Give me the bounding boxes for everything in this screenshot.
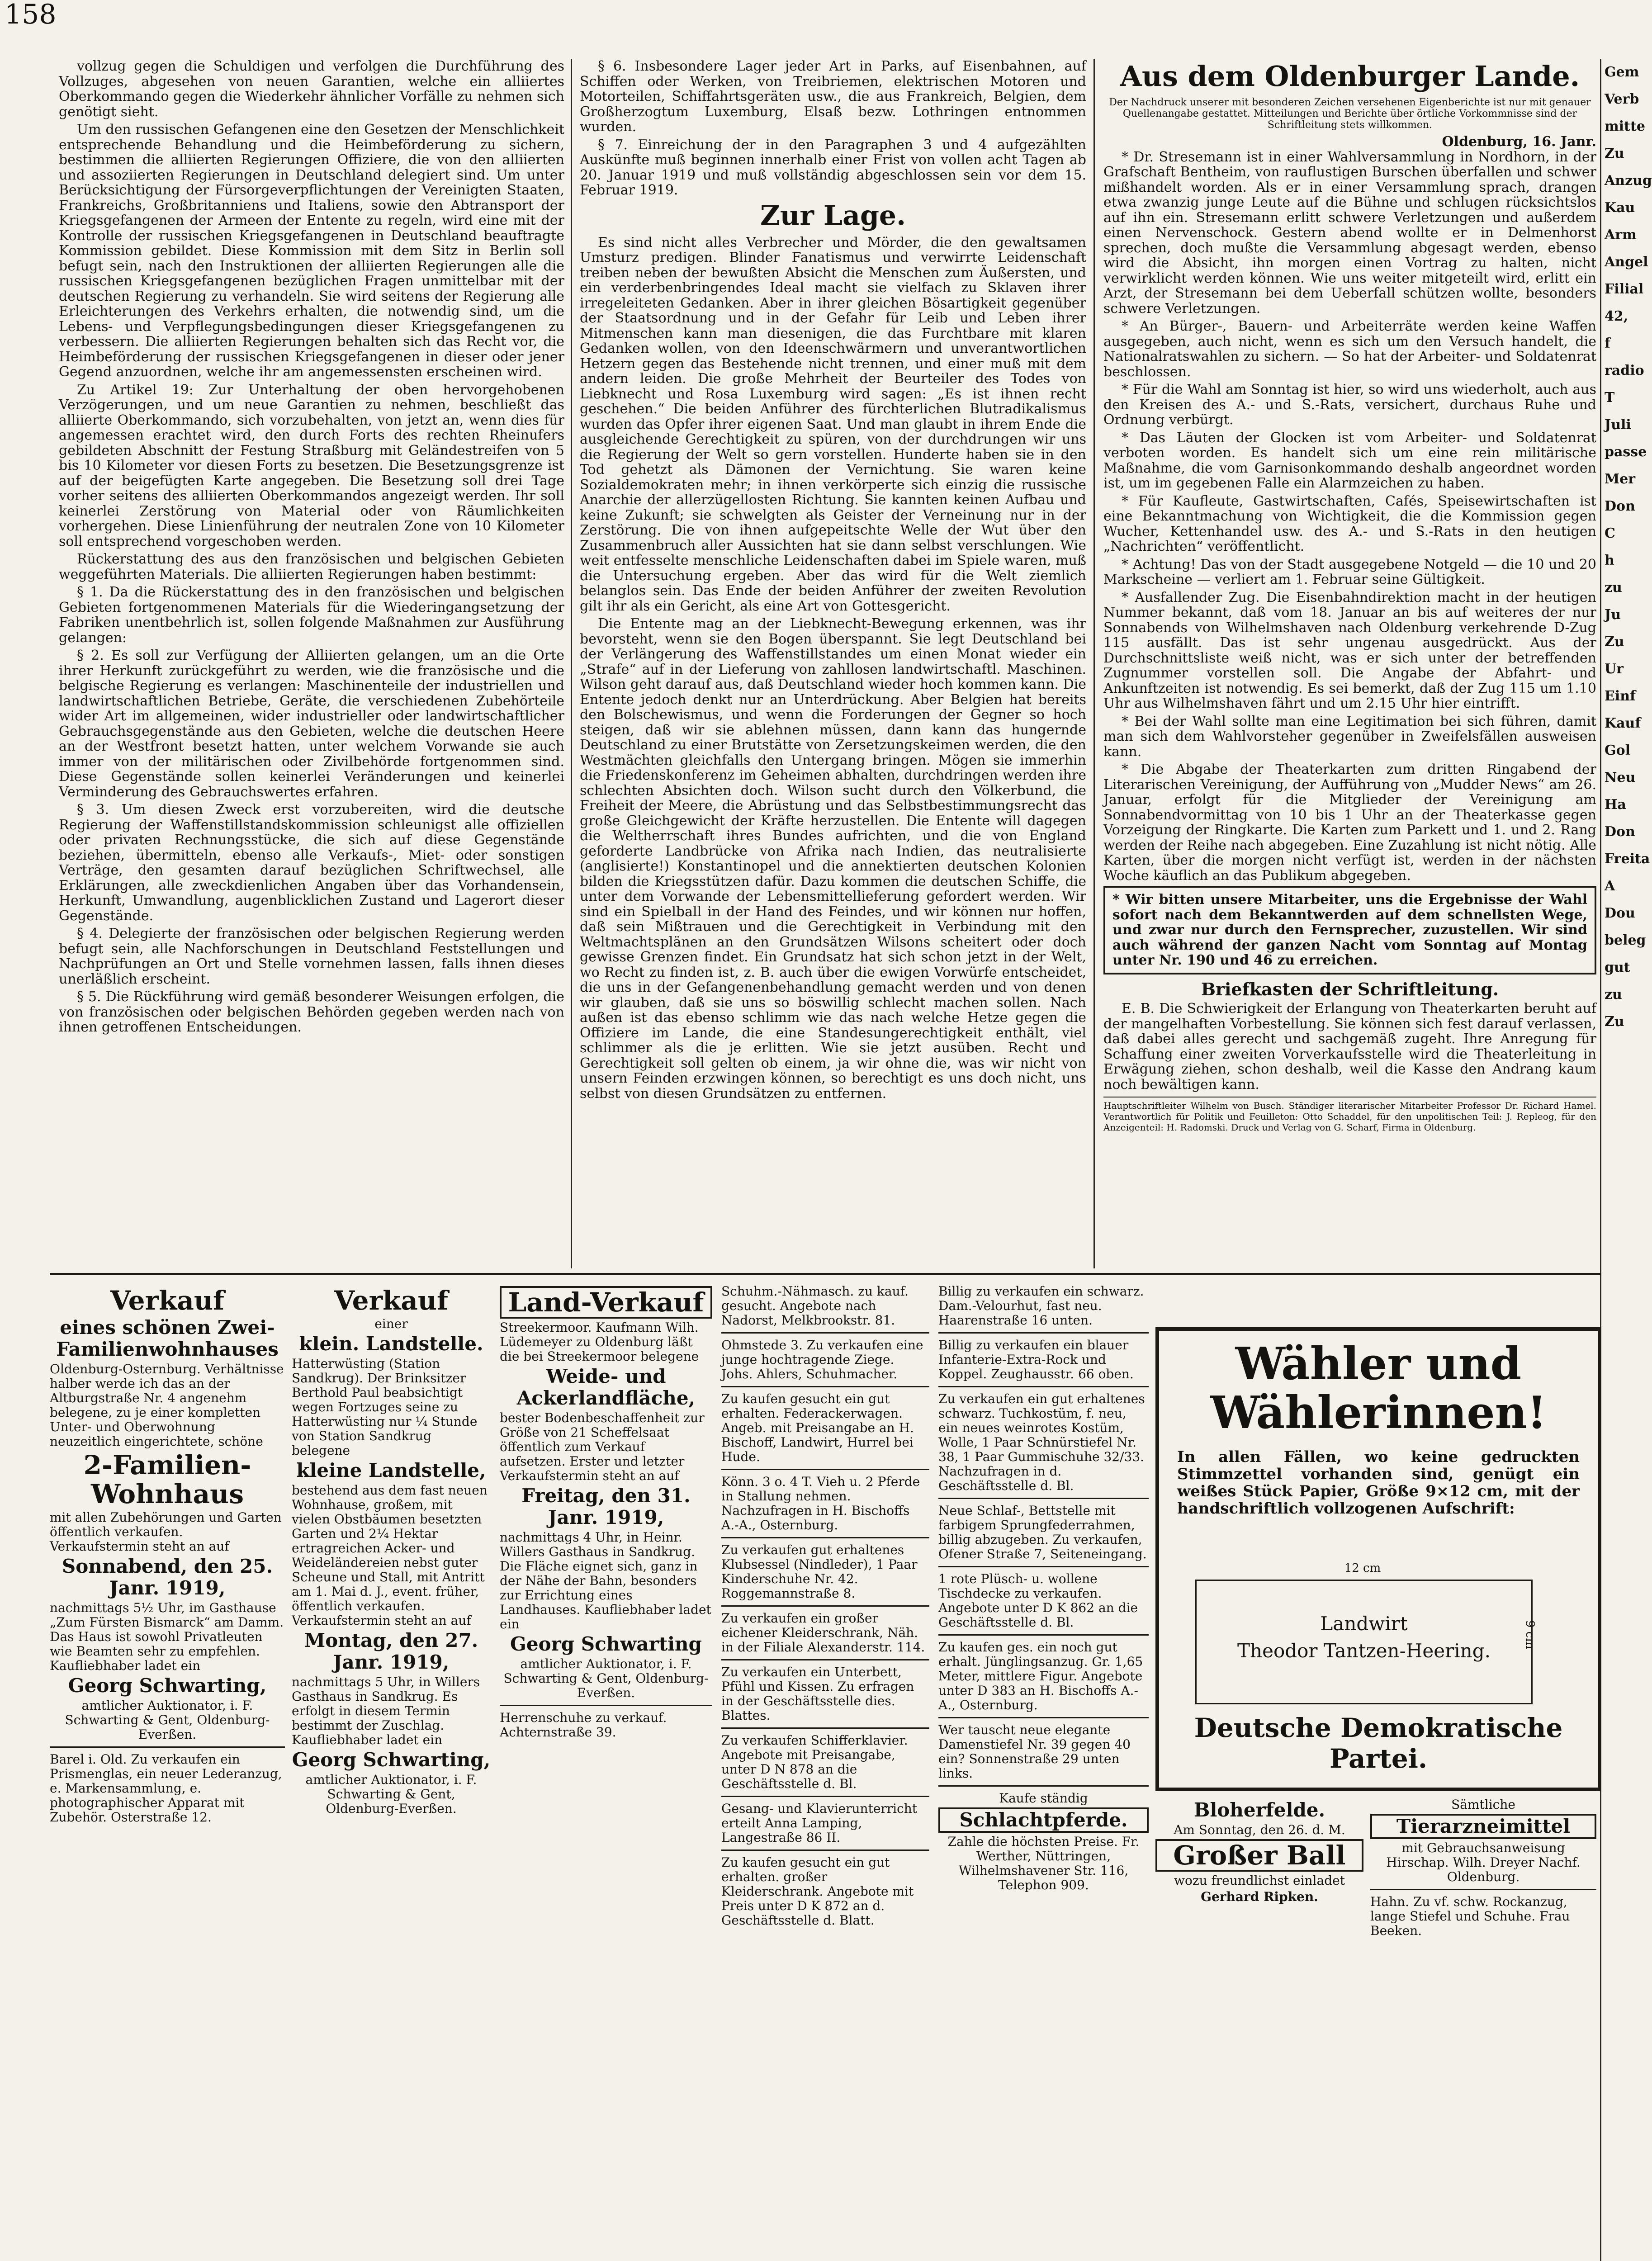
edge-fragment: Dou (1605, 905, 1635, 921)
divider (938, 1785, 1149, 1787)
edge-fragment: Anzug (1605, 173, 1652, 189)
col2-paragraph: § 7. Einreichung der in den Paragraphen 3 und 4 aufgezählten Auskünfte muß beginnen innerhalb einer Frist von vollen acht Tagen ab 20. Januar 1919 und muß vollständig abgeschlossen sein vor dem 15. Februar 1919. (580, 137, 1086, 198)
classified-item: Zu verkaufen ein Unterbett, Pfühl und Kissen. Zu erfragen in der Geschäftsstelle dies. Blattes. (721, 1665, 914, 1723)
edge-fragment: C (1605, 525, 1615, 541)
edge-fragment: passe (1605, 444, 1647, 460)
col3-paragraph: * An Bürger-, Bauern- und Arbeiterräte werden keine Waffen ausgegeben, auch nicht, wenn es sich um den Versuch handelt, die Nationalratswahlen zu sichern. — So hat der Arbeiter- und Soldatenrat beschlossen. (1103, 318, 1596, 380)
edge-fragment: T (1605, 390, 1615, 406)
ads-separator (50, 1273, 1601, 1275)
vet-pre: Sämtliche (1451, 1797, 1515, 1812)
col2-paragraph: § 6. Insbesondere Lager jeder Art in Parks, auf Eisenbahnen, auf Schiffen oder Werken, von Treibriemen, elektrischen Motoren und Motorteilen, Schiffahrtsgeräten usw., die aus Frankreich, Belgien, dem Großherzogtum Luxemburg, Elsaß bezw. Lothringen entnommen wurden. (580, 58, 1086, 135)
edge-fragment: Zu (1605, 146, 1624, 161)
edge-fragment: Kauf (1605, 715, 1641, 731)
classified-item: Billig zu verkaufen ein blauer Infanterie-Extra-Rock und Koppel. Zeughausstr. 66 oben. (938, 1338, 1134, 1381)
reprint-note: Der Nachdruck unserer mit besonderen Zeichen versehenen Eigenberichte ist nur mit genauer Quellenangabe gestattet. Mitteilungen und Berichte über örtliche Vorkommnisse sind der Schriftleitung stets willkommen. (1109, 97, 1591, 131)
edge-fragment: Verb (1605, 91, 1639, 107)
ad1-title: Verkauf (110, 1285, 225, 1316)
classified-item: Wer tauscht neue elegante Damenstiefel Nr. 39 gegen 40 ein? Sonnenstraße 29 unten links. (938, 1722, 1131, 1781)
col2-paragraph: Es sind nicht alles Verbrecher und Mörder, die den gewaltsamen Umsturz predigen. Blinder Fanatismus und verwirrte Leidenschaft treiben neben der bewußten Absicht die Menschen zum Äußersten, und ein verderbenbringendes Ideal macht sie vielfach zu Sklaven ihrer irregeleiteten Gedanken. Aber in ihrer gleichen Bösartigkeit gegenüber der Staatsordnung und in der Gefahr für Leib und Leben ihrer Mitmenschen kann man diesenigen, die das Furchtbare mit klaren Gedanken wollen, von den Ideenschwärmern und unverantwortlichen Hetzern gegen das Bestehende nicht trennen, und einer muß mit dem andern leiden. Die große Mehrheit der Beurteiler des Todes von Liebknecht und Rosa Luxemburg wird sagen: „Es ist ihnen recht geschehen.“ Die beiden Anführer des fürchterlichen Blutradikalismus wurden das Opfer ihrer eigenen Saat. Und man glaubt in ihrem Ende die ausgleichende Gerechtigkeit zu spüren, von der durchdrungen wir uns die Regierung der Welt so gern vorstellen. Hunderte haben sie in den Tod gehetzt als Dämonen der Vernichtung. Sie waren keine Sozialdemokraten mehr; in ihnen verkörperte sich einzig die russische Anarchie der allerzügellosten Richtung. Sie kannten keinen Aufbau und keine Zukunft; sie schwelgten als Geister der Verneinung nur in der Zerstörung. Die von ihnen aufgepeitschte Welle der Wut über den Zusammenbruch aller Aussichten hat sie dann selbst verschlungen. Wie weit entfesselte menschliche Leidenschaften dabei im Spiele waren, muß die Untersuchung ergeben. Aber das wird für die Welt ziemlich belanglos sein. Das Ende der beiden Anführer der zweiten Revolution gilt ihr als ein Gericht, als eine Art von Gottesgericht. (580, 234, 1086, 614)
vet-title: Tierarzneimittel (1370, 1814, 1596, 1839)
classified-item: Zu verkaufen Schifferklavier. Angebote mit Preisangabe, unter D N 878 an die Geschäftsstelle d. Bl. (721, 1733, 908, 1791)
ad-classifieds-1 (721, 1284, 929, 2261)
imprint: Hauptschriftleiter Wilhelm von Busch. Ständiger literarischer Mitarbeiter Professor Dr. Richard Hamel. Verantwortlich für Politik und Feuilleton: Otto Schaddel, für den unpolitischen Teil: J. Repleog, für den Anzeigenteil: H. Radomski. Druck und Verlag von G. Scharf, Firma in Oldenburg. (1103, 1097, 1596, 1133)
classified-item: Schuhm.-Nähmasch. zu kauf. gesucht. Angebote nach Nadorst, Melkbrookstr. 81. (721, 1284, 909, 1328)
col1-paragraph: § 2. Es soll zur Verfügung der Alliierten gelangen, um an die Orte ihrer Herkunft zurückgeführt zu werden, wie die französische und die belgische Regierung es verlangen: Maschinenteile der industriellen und landwirtschaftlichen Betriebe, Geräte, die verschiedenen Zubehörteile wider Art im allgemeinen, wider industrieller oder landwirtschaftlicher Gebrauchsgegenstände aus den Gebieten, welche die deutschen Heere an der Westfront besetzt hatten, unter welchem Vorwande sie auch immer von der militärischen oder Zivilbehörde fortgenommen sind. Diese Gegenstände sollen keinerlei Veränderungen und keinerlei Verminderung des Gebrauchswertes erfahren. (59, 648, 564, 800)
classified-item: Zu verkaufen ein gut erhaltenes schwarz. Tuchkostüm, f. neu, ein neues weinrotes Kostüm, Wolle, 1 Paar Schnürstiefel Nr. 38, 1 Paar Gummischuhe 32/33. Nachzufragen in d. Geschäftsstelle d. Bl. (938, 1391, 1145, 1493)
divider (721, 1605, 929, 1607)
edge-fragment: Zu (1605, 634, 1624, 650)
col3-paragraph: * Achtung! Das von der Stadt ausgegebene Notgeld — die 10 und 20 Markscheine — verliert am 1. Februar seine Gültigkeit. (1103, 556, 1596, 587)
col1-paragraph: § 4. Delegierte der französischen oder belgischen Regierung werden befugt sein, alle Nachforschungen in Deutschland Feststellungen und Nachprüfungen an Ort und Stelle vornehmen lassen, falls ihnen dieses unerläßlich erscheint. (59, 926, 564, 987)
classified-item: Billig zu verkaufen ein schwarz. Dam.-Velourhut, fast neu. Haarenstraße 16 unten. (938, 1284, 1144, 1328)
col1-paragraph: § 5. Die Rückführung wird gemäß besonderer Weisungen erfolgen, die von französischen oder belgischen Behörden gegeben werden nach von ihnen getroffenen Entscheidungen. (59, 989, 564, 1035)
mailbox-text: E. B. Die Schwierigkeit der Erlangung von Theaterkarten beruht auf der mangelhaften Vorbestellung. Sie können sich fest darauf verlassen, daß dabei alles gerecht und sachgemäß zugeht. Ihre Anregung für Schaffung einer zweiten Vorverkaufsstelle wird die Theaterleitung in Erwägung ziehen, schon deshalb, weil die Kasse den Andrang kaum noch bewältigen kann. (1103, 1001, 1596, 1093)
edge-fragment: Zu (1605, 1014, 1624, 1030)
ball-place: Bloherfelde. (1193, 1799, 1325, 1821)
notice-text: * Wir bitten unsere Mitarbeiter, uns die Ergebnisse der Wahl sofort nach dem Bekanntwerden auf dem schnellsten Wege, und zwar nur durch den Fernsprecher, zuzustellen. Wir sind auch während der ganzen Nacht vom Sonntag auf Montag unter Nr. 190 und 46 zu erreichen. (1112, 892, 1587, 968)
horses-text: Zahle die höchsten Preise. Fr. Werther, Nüttringen, Wilhelmshavener Str. 116, Telephon 909. (947, 1834, 1140, 1892)
ad3-auctioneer: Georg Schwarting (510, 1633, 702, 1655)
ad2-landstelle: kleine Landstelle, (296, 1459, 486, 1481)
edge-fragment: Filial (1605, 281, 1644, 297)
ad1-house-type: 2-Familien-Wohnhaus (83, 1450, 251, 1509)
divider (938, 1498, 1149, 1499)
edge-fragment: mitte (1605, 118, 1645, 134)
adjacent-page-edge (1605, 59, 1652, 2261)
dateline: Oldenburg, 16. Janr. (1442, 134, 1596, 150)
ball-title: Großer Ball (1155, 1839, 1363, 1872)
divider (721, 1849, 929, 1851)
column-rule (571, 59, 572, 1268)
edge-fragment: A (1605, 878, 1615, 894)
horses-kaufe: Kaufe ständig (999, 1791, 1088, 1806)
col3-paragraph: * Das Läuten der Glocken ist vom Arbeiter- und Soldatenrat verboten worden. Es handelt sich um eine rein militärische Maßnahme, die vom Garnisonkommando deshalb angeordnet worden ist, um im gegebenen Falle ein Alarmzeichen zu haben. (1103, 430, 1596, 491)
ad1-text: Oldenburg-Osternburg. Verhältnisse halber werde ich das an der Altburgstraße Nr. 4 angenehm belegene, zu je einer kompletten Unter- und Oberwohnung neuzeitlich eingerichtete, schöne (50, 1362, 284, 1449)
edge-fragment: Kau (1605, 200, 1635, 216)
edge-fragment: Gol (1605, 743, 1631, 758)
ad3-subtitle: Weide- und Ackerlandfläche, (516, 1365, 696, 1409)
ad2-text: Hatterwüsting (Station Sandkrug). Der Brinksitzer Berthold Paul beabsichtigt wegen Fortzuges seine zu Hatterwüsting nur ¼ Stunde von Station Sandkrug belegene (292, 1356, 478, 1458)
col3-paragraph: * Für die Wahl am Sonntag ist hier, so wird uns wiederholt, auch aus den Kreisen des A.- und S.-Rats, versichert, durchaus Ruhe und Ordnung verbürgt. (1103, 382, 1596, 428)
ad2-date: Montag, den 27. Janr. 1919, (304, 1629, 478, 1673)
col2-paragraph: Die Entente mag an der Liebknecht-Bewegung erkennen, was ihr bevorsteht, wenn sie den Bogen überspannt. Sie legt Deutschland bei der Verlängerung des Waffenstillstandes um einen Monat wieder ein „Strafe“ auf in der Lieferung von zahllosen landwirtschaftl. Maschinen. Wilson geht darauf aus, daß Deutschland wieder hoch kommen kann. Die Entente jedoch denkt nur an Unterdrückung. Aber Belgien hat bereits den Bolschewismus, und wenn die Forderungen der Gegner so hoch steigen, daß wir sie ablehnen müssen, dann kann das hungernde Deutschland zu einer Brutstätte von Zersetzungskeimen werden, die den Westmächten gleichfalls den Untergang bringen. Mögen sie immerhin die Friedenskonferenz im Geheimen abhalten, durchdringen werden ihre schlechten Absichten doch. Wilson sucht durch den Völkerbund, die Freiheit der Meere, die Abrüstung und das Selbstbestimmungsrecht das große Gleichgewicht der Kräfte herzustellen. Die Entente will dagegen die Weltherrschaft ihres Bundes aufrichten, und die von England geforderte Landbrücke von Afrika nach Indien, das neutralisierte (anglisierte!) Konstantinopel und die annektierten deutschen Kolonien bilden die Kriegsstützen dafür. Dazu kommen die deutschen Schiffe, die unter dem Vorwande der Lebensmittellieferung gefordert werden. Wir sind ein Spielball in der Hand des Feindes, und wir können nur hoffen, daß sein Mißtrauen und die Gerechtigkeit in Verbindung mit den Weltmachtsplänen an den Grundsätzen Wilsons scheitert oder doch gewisse Grenzen findet. Ein Grundsatz hat sich schon jetzt in der Welt, wo Recht zu finden ist, z. B. auch über die ewigen Vorwürfe entscheidet, die uns in der Gefangenenbehandlung gemacht werden und von denen wir glauben, daß sie uns so böswillig schlecht machen sollen. Nach außen ist das ebenso schlimm wie das nach welche Hetze gegen die Offiziere im Lande, die eine Standesungerechtigkeit enthält, viel schlimmer als die je erlitten. Wie sie jetzt ausüben. Recht und Gerechtigkeit soll gelten ob einem, ja wir ohne die, was wir nicht von unsern Feinden erzwingen können, so berechtigt es uns doch nicht, uns selbst von diesen Grundsätzen zu entfernen. (580, 616, 1086, 1102)
classified-item: Zu kaufen ges. ein noch gut erhalt. Jünglingsanzug. Gr. 1,65 Meter, mittlere Figur. Angebote unter D 383 an H. Bischoffs A.-A., Osternburg. (938, 1640, 1143, 1712)
vet-extra: Hahn. Zu vf. schw. Rockanzug, lange Stiefel und Schuhe. Frau Beeken. (1370, 1894, 1570, 1938)
ball-date: Am Sonntag, den 26. d. M. (1174, 1822, 1345, 1837)
classified-item: Zu kaufen gesucht ein gut erhalten. großer Kleiderschrank. Angebote mit Preis unter D K 872 an d. Geschäftsstelle d. Blatt. (721, 1855, 914, 1928)
classified-item: Neue Schlaf-, Bettstelle mit farbigem Sprungfederrahmen, billig abzugeben. Zu verkaufen, Ofener Straße 7, Seiteneingang. (938, 1503, 1147, 1561)
col1-paragraph: Um den russischen Gefangenen eine den Gesetzen der Menschlichkeit entsprechende Behandlung und die Heimbeförderung zu sichern, bestimmen die alliierten Regierungen Offiziere, die von den alliierten und assoziierten Regierungen in Deutschland delegiert sind. Um unter Berücksichtigung der Fürsorgeverpflichtungen der Vereinigten Staaten, Frankreichs, Großbritanniens und Italiens, sowie den Abtransport der Kriegsgefangenen der Armeen der Entente zu regeln, wird eine mit der Kontrolle der russischen Kriegsgefangenen in Deutschland beauftragte Kommission gebildet. Diese Kommission mit dem Sitz in Berlin soll befugt sein, nach den Instruktionen der alliierten Regierungen alle die russischen Kriegsgefangenen bezüglichen Fragen unmittelbar mit der deutschen Regierung zu verhandeln. Sie wird seitens der Regierung alle Erleichterungen des Verkehrs erhalten, die notwendig sind, um die Lebens- und Verpflegungsbedingungen dieser Kriegsgefangenen zu verbessern. Die alliierten Regierungen behalten sich das Recht vor, die Heimbeförderung der russischen Kriegsgefangenen in dieser oder jener Gegend anzuordnen, welche ihr am angemessensten erscheinen wird. (59, 122, 564, 380)
ad3-extra: Herrenschuhe zu verkauf. Achternstraße 39. (500, 1710, 667, 1740)
ad-land-sale (500, 1284, 712, 2261)
horses-title: Schlachtpferde. (938, 1807, 1149, 1833)
col1-paragraph: Rückerstattung des aus den französischen und belgischen Gebieten weggeführten Materials. Die alliierten Regierungen haben bestimmt: (59, 551, 564, 582)
col3-paragraph: * Ausfallender Zug. Die Eisenbahndirektion macht in der heutigen Nummer bekannt, daß vom 18. Januar an bis auf weiteres der nur Sonnabends von Wilhelmshaven nach Oldenburg verkehrende D-Zug 115 ausfällt. Das ist sehr ungenau ausgedrückt. Aus der Durchschnittsliste weiß nicht, was er sich unter der betreffenden Zugnummer vorstellen soll. Die Angabe der Abfahrt- und Ankunftzeiten ist notwendig. Es sei bemerkt, daß der Zug 115 um 1.10 Uhr aus Wilhelmshaven fährt und um 2.15 Uhr hier eintrifft. (1103, 589, 1596, 711)
article-col3 (1103, 59, 1596, 1262)
ballot-name-line1: Landwirt (1320, 1613, 1408, 1635)
ad3-text2: bester Bodenbeschaffenheit zur Größe von 21 Scheffelsaat öffentlich zum Verkauf aufsetzen. Erster und letzter Verkaufstermin steht an auf (500, 1410, 705, 1483)
edge-fragment: Freita (1605, 851, 1650, 867)
ad3-footer: amtlicher Auktionator, i. F. Schwarting & Gent, Oldenburg-Everßen. (503, 1656, 709, 1700)
classified-item: Ohmstede 3. Zu verkaufen eine junge hochtragende Ziege. Johs. Ahlers, Schuhmacher. (721, 1338, 923, 1381)
ad-veterinary (1370, 1797, 1596, 1987)
article-heading-zur-lage: Zur Lage. (760, 199, 906, 232)
divider (938, 1386, 1149, 1387)
divider (721, 1537, 929, 1538)
ad3-date: Freitag, den 31. Janr. 1919, (521, 1485, 691, 1528)
voters-text: In allen Fällen, wo keine gedruckten Stimmzettel vorhanden sind, genügt ein weißes Stück Papier, Größe 9×12 cm, mit der handschriftlich vollzogenen Aufschrift: (1177, 1448, 1580, 1518)
ad2-text2: bestehend aus dem fast neuen Wohnhause, großem, mit vielen Obstbäumen besetzten Garten und 2¼ Hektar ertragreichen Acker- und Weideländereien nebst guter Scheune und Stall, mit Antritt am 1. Mai d. J., event. früher, öffentlich verkaufen. Verkaufstermin steht an auf (292, 1483, 488, 1628)
divider (938, 1634, 1149, 1636)
divider (1370, 1889, 1596, 1890)
edge-fragment: zu (1605, 987, 1622, 1003)
ballot-height-label: 9 cm (1523, 1620, 1537, 1650)
col3-paragraph: * Bei der Wahl sollte man eine Legitimation bei sich führen, damit man sich dem Wahlvorsteher gegenüber in Zweifelsfällen ausweisen kann. (1103, 713, 1596, 760)
ad1-subtitle: eines schönen Zwei-Familienwohnhauses (56, 1316, 279, 1360)
edge-fragment: beleg (1605, 932, 1646, 948)
edge-fragment: h (1605, 553, 1614, 568)
ad1-date: Sonnabend, den 25. Janr. 1919, (62, 1555, 273, 1599)
classified-item: Zu verkaufen gut erhaltenes Klubsessel (Nindleder), 1 Paar Kinderschuhe Nr. 42. Roggemannstraße 8. (721, 1542, 918, 1601)
divider (938, 1332, 1149, 1334)
classified-item: Könn. 3 o. 4 T. Vieh u. 2 Pferde in Stallung nehmen. Nachzufragen in H. Bischoffs A.-A., Osternburg. (721, 1474, 920, 1533)
ad2-footer: amtlicher Auktionator, i. F. Schwarting & Gent, Oldenburg-Everßen. (305, 1772, 477, 1816)
divider (721, 1659, 929, 1660)
col3-paragraph: * Für Kaufleute, Gastwirtschaften, Cafés, Speisewirtschaften ist eine Bekanntmachung von Wichtigkeit, die die Kommission gegen Wucher, Kettenhandel usw. des A.- und S.-Rats in den heutigen „Nachrichten“ veröffentlicht. (1103, 493, 1596, 554)
vet-text: mit Gebrauchsanweisung Hirschap. Wilh. Dreyer Nachf. Oldenburg. (1386, 1840, 1581, 1884)
ad-house-sale (50, 1284, 285, 2261)
page-number: 158 (5, 0, 57, 30)
ad1-auctioneer: Georg Schwarting, (68, 1674, 267, 1697)
edge-fragment: Don (1605, 824, 1635, 840)
edge-fragment: Juli (1605, 417, 1631, 433)
edge-fragment: 42, f (1605, 308, 1628, 351)
divider (721, 1796, 929, 1797)
divider (721, 1727, 929, 1729)
ad1-extra: Barel i. Old. Zu verkaufen ein Prismenglas, ein neuer Lederanzug, e. Markensammlung, e. photographischer Apparat mit Zubehör. Osterstraße 12. (50, 1752, 282, 1825)
col1-paragraph: § 1. Da die Rückerstattung des in den französischen und belgischen Gebieten fortgenommenen Materials für die Wiederingangsetzung der Fabriken unentbehrlich ist, sollen folgende Maßnahmen zur Ausführung gelangen: (59, 584, 564, 646)
ad2-einer: einer (374, 1316, 408, 1331)
edge-fragment: gut (1605, 960, 1630, 975)
divider (721, 1332, 929, 1334)
edge-fragment: Neu (1605, 770, 1636, 785)
ad-ball (1155, 1797, 1363, 1969)
col1-paragraph: § 3. Um diesen Zweck erst vorzubereiten, wird die deutsche Regierung der Waffenstillstandskommission schleunigst alle offiziellen oder privaten Rechnungsstücke, die sich auf diese Gegenstände beziehen, übermitteln, ebenso alle Verkaufs-, Miet- oder sonstigen Verträge, den gesamten darauf bezüglichen Schriftwechsel, alle Erklärungen, alle zweckdienlichen Angaben über das Vorhandensein, Herkunft, Umwandlung, augenblicklichen Zustand und Lagerort dieser Gegenstände. (59, 802, 564, 924)
edge-fragment: Ha (1605, 797, 1626, 813)
mailbox-heading: Briefkasten der Schriftleitung. (1201, 979, 1499, 999)
ball-host: Gerhard Ripken. (1201, 1889, 1318, 1904)
article-col2 (580, 59, 1086, 1262)
ball-invite: wozu freundlichst einladet (1174, 1873, 1345, 1888)
ad-classifieds-2 (938, 1284, 1149, 2261)
ad3-text3: nachmittags 4 Uhr, in Heinr. Willers Gasthaus in Sandkrug. Die Fläche eignet sich, ganz in der Nähe der Bahn, besonders zur Errichtung eines Landhauses. Kaufliebhaber ladet ein (500, 1530, 711, 1632)
party-name: Deutsche Demokratische Partei. (1194, 1712, 1563, 1774)
edge-fragment: Ur (1605, 661, 1624, 677)
col1-paragraph: vollzug gegen die Schuldigen und verfolgen die Durchführung des Vollzuges, abgesehen von neuen Garantien, welche ein alliiertes Oberkommando gegen die Wiederkehr ähnlicher Vorfälle zu nehmen sich genötigt sieht. (59, 58, 564, 120)
classified-item: Zu kaufen gesucht ein gut erhalten. Federackerwagen. Angeb. mit Preisangabe an H. Bischoff, Landwirt, Hurrel bei Hude. (721, 1391, 914, 1464)
voters-notice (1155, 1327, 1601, 1791)
edge-fragment: Don (1605, 498, 1635, 514)
edge-fragment: Ju (1605, 607, 1621, 623)
col3-paragraph: * Die Abgabe der Theaterkarten zum dritten Ringabend der Literarischen Vereinigung, der Aufführung von „Mudder News“ am 26. Januar, erfolgt für die Mitglieder der Vereinigung am Sonnabendvormittag von 10 bis 1 Uhr an der Theaterkasse gegen Vorzeigung der Ringkarte. Die Karten zum Parkett und 1. und 2. Rang werden der Reihe nach abgegeben. Eine Zuzahlung ist nicht nötig. Alle Karten, über die morgen nicht verfügt ist, werden in der nächsten Woche käuflich an das Publikum abgegeben. (1103, 762, 1596, 884)
ad2-title: Verkauf (334, 1285, 449, 1316)
edge-fragment: Angel (1605, 254, 1648, 270)
edge-fragment: Einf (1605, 688, 1636, 704)
edge-fragment: radio (1605, 363, 1644, 378)
classified-item: 1 rote Plüsch- u. wollene Tischdecke zu verkaufen. Angebote unter D K 862 an die Geschäftsstelle d. Bl. (938, 1571, 1138, 1630)
column-rule (1600, 59, 1601, 2261)
voters-title: Wähler und Wählerinnen! (1210, 1338, 1547, 1439)
col3-paragraph: * Dr. Stresemann ist in einer Wahlversammlung in Nordhorn, in der Grafschaft Bentheim, von rauflustigen Burschen überfallen und schwer mißhandelt worden. Als er in einer Versammlung sprach, drangen etwa zwanzig junge Leute auf die Bühne und schlugen rücksichtslos auf ihn ein. Stresemann erlitt schwere Verletzungen und außerdem einen Nervenschock. Gestern abend wollte er in Delmenhorst sprechen, doch mußte die Versammlung abgesagt werden, ebenso wird die Absicht, ihn morgen einen Vortrag zu halten, nicht verwirklicht werden können. Wie uns weiter mitgeteilt wird, erlitt ein Arzt, der Stresemann bei dem Ueberfall schützen wollte, besonders schwere Verletzungen. (1103, 149, 1596, 317)
ad-landstelle (292, 1284, 491, 2261)
divider (500, 1705, 712, 1706)
section-heading-oldenburg: Aus dem Oldenburger Lande. (1120, 60, 1580, 93)
divider (938, 1566, 1149, 1567)
classified-item: Gesang- und Klavierunterricht erteilt Anna Lamping, Langestraße 86 II. (721, 1801, 918, 1845)
col1-paragraph: Zu Artikel 19: Zur Unterhaltung der oben hervorgehobenen Verzögerungen, und um neue Garantien zu nehmen, beschließt das alliierte Oberkommando, sich vorzubehalten, von jetzt an, wenn dies für angemessen erachtet wird, den durch Forts des rechten Rheinufers gebildeten Abschnitt der Festung Straßburg mit Geländestreifen von 5 bis 10 Kilometer vor diesen Forts zu besetzen. Die Besetzungsgrenze ist auf der beigefügten Karte angegeben. Die Besetzung soll drei Tage vorher seitens des alliierten Oberkommandos angezeigt werden. Ihr soll keinerlei Zerstörung von Material oder von Räumlichkeiten vorhergehen. Diese Linienführung der neutralen Zone von 10 Kilometer soll entsprechend vorgeschoben werden. (59, 382, 564, 549)
ad1-footer: amtlicher Auktionator, i. F. Schwarting & Gent, Oldenburg-Everßen. (65, 1698, 270, 1742)
notice-box (1103, 886, 1596, 974)
ad1-text3: nachmittags 5½ Uhr, im Gasthause „Zum Fürsten Bismarck“ am Damm. Das Haus ist sowohl Privatleuten wie Beamten sehr zu empfehlen. Kaufliebhaber ladet ein (50, 1600, 284, 1673)
column-rule (1093, 59, 1095, 1268)
ad2-subtitle: klein. Landstelle. (299, 1333, 483, 1355)
ballot-name-line2: Theodor Tantzen-Heering. (1237, 1640, 1491, 1662)
article-col1 (59, 59, 564, 1262)
ad3-text: Streekermoor. Kaufmann Wilh. Lüdemeyer zu Oldenburg läßt die bei Streekermoor belegene (500, 1320, 699, 1364)
divider (50, 1746, 285, 1748)
ballot-width-label: 12 cm (1344, 1561, 1381, 1575)
divider (721, 1469, 929, 1470)
divider (938, 1717, 1149, 1718)
ballot-sample (1195, 1580, 1533, 1704)
classified-item: Zu verkaufen ein großer eichener Kleiderschrank, Näh. in der Filiale Alexanderstr. 114. (721, 1611, 925, 1655)
ad2-auctioneer: Georg Schwarting, (292, 1749, 491, 1771)
edge-fragment: Arm (1605, 227, 1637, 243)
ad1-text2: mit allen Zubehörungen und Garten öffentlich verkaufen. Verkaufstermin steht an auf (50, 1510, 282, 1554)
ad3-title: Land-Verkauf (500, 1286, 712, 1319)
edge-fragment: Mer (1605, 471, 1636, 487)
ad2-text3: nachmittags 5 Uhr, in Willers Gasthaus in Sandkrug. Es erfolgt in diesem Termin bestimmt der Zuschlag. Kaufliebhaber ladet ein (292, 1674, 480, 1747)
divider (721, 1386, 929, 1387)
edge-fragment: zu (1605, 580, 1622, 596)
edge-fragment: Gem (1605, 64, 1639, 80)
